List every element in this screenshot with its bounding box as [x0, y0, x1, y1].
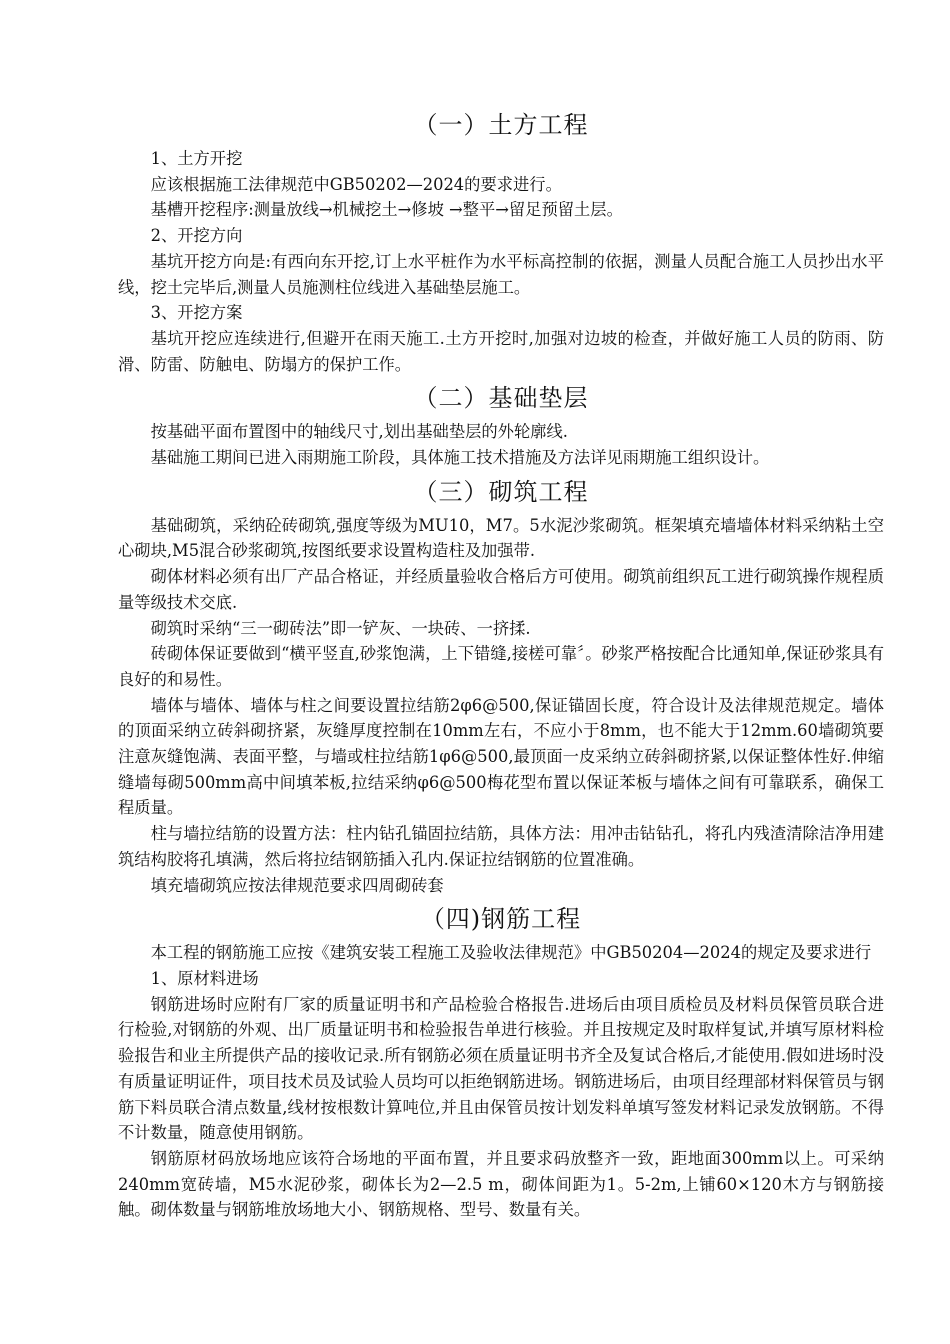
paragraph: 应该根据施工法律规范中GB50202—2024的要求进行。: [150, 174, 562, 194]
section-heading: （四)钢筋工程: [420, 905, 582, 934]
paragraph: 砌筑时采纳“三一砌砖法”即一铲灰、一块砖、一挤揉.: [150, 618, 531, 638]
section-rebar: [118, 898, 884, 1223]
section-masonry: [118, 471, 884, 899]
paragraph: 钢筋进场时应附有厂家的质量证明书和产品检验合格报告.进场后由项目质检员及材料员保管员联合进行检验,对钢筋的外观、出厂质量证明书和检验报告单进行核验。并且按规定及时取样复试,并填写原材料检验报告和业主所提供产品的接收记录.所有钢筋必须在质量证明书齐全及复试合格后,才能使用.假如进场时没有质量证明证件，项目技术员及试验人员均可以拒绝钢筋进场。钢筋进场后，由项目经理部材料保管员与钢筋下料员联合清点数量,线材按根数计算吨位,并且由保管员按计划发料单填写签发材料记录发放钢筋。不得不计数量，随意使用钢筋。: [118, 994, 884, 1143]
paragraph: 基础施工期间已进入雨期施工阶段，具体施工技术措施及方法详见雨期施工组织设计。: [150, 448, 770, 468]
paragraph: 柱与墙拉结筋的设置方法：柱内钻孔锚固拉结筋，具体方法：用冲击钻钻孔，将孔内残渣清除洁净用建筑结构胶将孔填满，然后将拉结钢筋插入孔内.保证拉结钢筋的位置准确。: [118, 824, 884, 869]
paragraph: 按基础平面布置图中的轴线尺寸,划出基础垫层的外轮廓线.: [150, 422, 568, 442]
subheading: 3、开挖方案: [150, 303, 243, 323]
subheading: 1、土方开挖: [150, 149, 243, 168]
paragraph: 基槽开挖程序:测量放线→机械挖土→修坡 →整平→留足预留土层。: [150, 200, 623, 220]
paragraph: 基坑开挖方向是:有西向东开挖,订上水平桩作为水平标高控制的依据，测量人员配合施工人员抄出水平线，挖土完毕后,测量人员施测柱位线进入基础垫层施工。: [118, 251, 884, 297]
section-earthwork: [118, 104, 884, 377]
section-foundation-cushion: [118, 377, 884, 470]
section-heading: （一）土方工程: [413, 111, 589, 139]
subheading: 1、原材料进场: [150, 968, 259, 988]
section-heading: （三）砌筑工程: [413, 477, 589, 506]
paragraph: 基础砌筑，采纳砼砖砌筑,强度等级为MU10，M7。5水泥沙浆砌筑。框架填充墙墙体材料采纳粘土空心砌块,M5混合砂浆砌筑,按图纸要求设置构造柱及加强带.: [118, 515, 884, 561]
paragraph: 基坑开挖应连续进行,但避开在雨天施工.土方开挖时,加强对边坡的检查，并做好施工人员的防雨、防滑、防雷、防触电、防塌方的保护工作。: [118, 328, 884, 374]
paragraph: 填充墙砌筑应按法律规范要求四周砌砖套: [150, 875, 444, 895]
subheading: 2、开挖方向: [150, 226, 243, 246]
paragraph: 砌体材料必须有出厂产品合格证，并经质量验收合格后方可使用。砌筑前组织瓦工进行砌筑操作规程质量等级技术交底.: [118, 567, 884, 612]
paragraph: 本工程的钢筋施工应按《建筑安装工程施工及验收法律规范》中GB50204—2024的规定及要求进行: [150, 943, 872, 963]
paragraph: 墙体与墙体、墙体与柱之间要设置拉结筋2φ6@500,保证锚固长度，符合设计及法律规范规定。墙体的顶面采纳立砖斜砌挤紧，灰缝厚度控制在10mm左右，不应小于8mm，也不能大于12mm.60墙砌筑要注意灰缝饱满、表面平整，与墙或柱拉结筋1φ6@500,最顶面一皮采纳立砖斜砌挤紧,以保证整体性好.伸缩缝墙每砌500mm高中间填苯板,拉结采纳φ6@500梅花型布置以保证苯板与墙体之间有可靠联系，确保工程质量。: [118, 695, 884, 818]
paragraph: 砖砌体保证要做到“横平竖直,砂浆饱满，上下错缝,接槎可靠〞。砂浆严格按配合比通知单,保证砂浆具有良好的和易性。: [118, 644, 884, 689]
section-heading: （二）基础垫层: [413, 384, 589, 413]
paragraph: 钢筋原材码放场地应该符合场地的平面布置，并且要求码放整齐一致，距地面300mm以上。可采纳240mm宽砖墙，M5水泥砂浆，砌体长为2—2.5 m，砌体间距为1。5-2m,上铺60×120木方与钢筋接触。砌体数量与钢筋堆放场地大小、钢筋规格、型号、数量有关。: [118, 1148, 884, 1220]
document-body: [118, 104, 884, 1223]
